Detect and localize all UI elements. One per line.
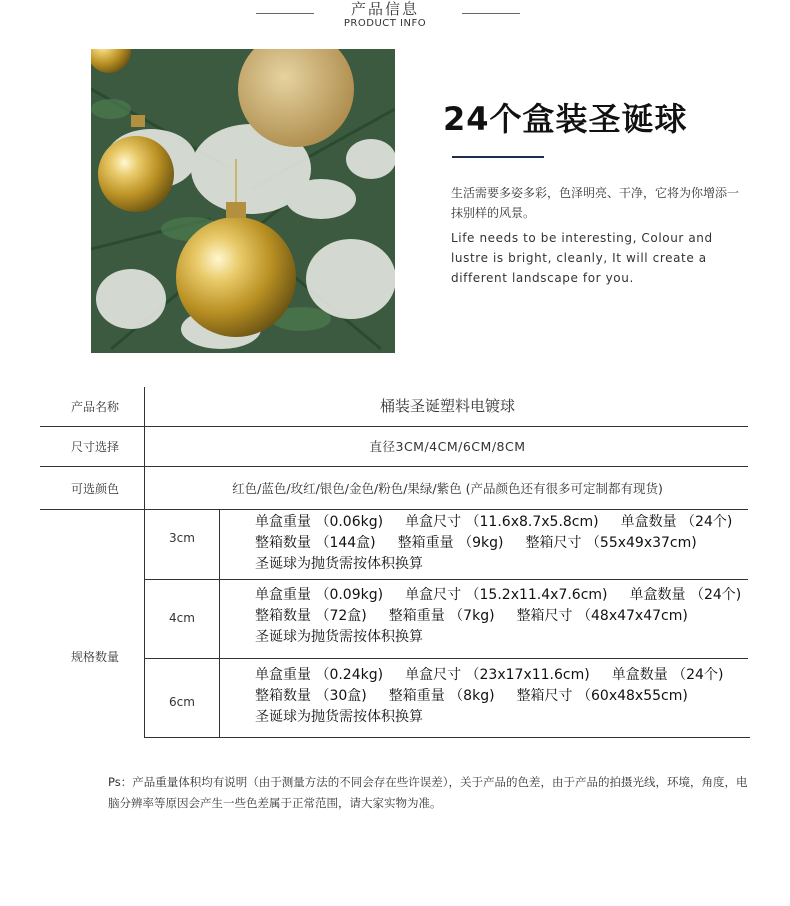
spec-size-4cm: 4cm [169, 611, 195, 625]
description-en: Life needs to be interesting, Colour and lustre is bright, cleanly, It will create a different landscape for you. [451, 231, 713, 285]
spec-line: 单盒重量 （0.24kg) 单盒尺寸 （23x17x11.6cm) 单盒数量 （24个) [255, 667, 724, 683]
spec-block-4cm [255, 585, 755, 648]
table-rule [40, 466, 748, 467]
value-size: 直径3CM/4CM/6CM/8CM [369, 439, 526, 454]
product-photo [91, 49, 395, 353]
label-spec: 规格数量 [70, 650, 119, 664]
section-title: 产品信息 [350, 0, 419, 18]
section-subtitle: PRODUCT INFO [343, 18, 427, 29]
table-rule [144, 579, 748, 580]
spec-line: 整箱数量 （72盒) 整箱重量 （7kg) 整箱尺寸 （48x47x47cm) [255, 608, 688, 624]
description-cn: 生活需要多姿多彩，色泽明亮、干净，它将为你增添一抹别样的风景。 [451, 186, 740, 220]
spec-size-3cm: 3cm [169, 531, 195, 545]
table-divider-size [219, 510, 220, 738]
title-underline [452, 156, 544, 158]
product-title: 24个盒装圣诞球 [443, 100, 688, 138]
spec-line: 单盒重量 （0.09kg) 单盒尺寸 （15.2x11.4x7.6cm) 单盒数量 （24个) [255, 587, 742, 603]
value-product-name: 桶装圣诞塑料电镀球 [379, 397, 515, 415]
spec-note: 圣诞球为抛货需按体积换算 [255, 556, 423, 572]
value-color: 红色/蓝色/玫红/银色/金色/粉色/果绿/紫色 (产品颜色还有很多可定制都有现货) [232, 481, 663, 496]
spec-note: 圣诞球为抛货需按体积换算 [255, 709, 423, 725]
table-rule [144, 658, 748, 659]
table-rule [40, 509, 748, 510]
spec-line: 整箱数量 （144盒) 整箱重量 （9kg) 整箱尺寸 （55x49x37cm) [255, 535, 697, 551]
label-product-name: 产品名称 [70, 400, 119, 414]
table-rule [144, 737, 750, 738]
spec-line: 单盒重量 （0.06kg) 单盒尺寸 （11.6x8.7x5.8cm) 单盒数量 （24个) [255, 514, 733, 530]
spec-block-3cm [255, 512, 755, 575]
spec-line: 整箱数量 （30盒) 整箱重量 （8kg) 整箱尺寸 （60x48x55cm) [255, 688, 688, 704]
spec-note: 圣诞球为抛货需按体积换算 [255, 629, 423, 645]
label-size: 尺寸选择 [70, 440, 119, 454]
spec-block-6cm [255, 665, 755, 728]
table-rule [40, 426, 748, 427]
footnote: Ps：产品重量体积均有说明（由于测量方法的不同会存在些许误差），关于产品的色差，由于产品的拍摄光线，环境，角度，电脑分辨率等原因会产生一些色差属于正常范围，请大家实物为准。 [108, 775, 748, 810]
spec-size-6cm: 6cm [169, 695, 195, 709]
label-color: 可选颜色 [70, 482, 119, 496]
